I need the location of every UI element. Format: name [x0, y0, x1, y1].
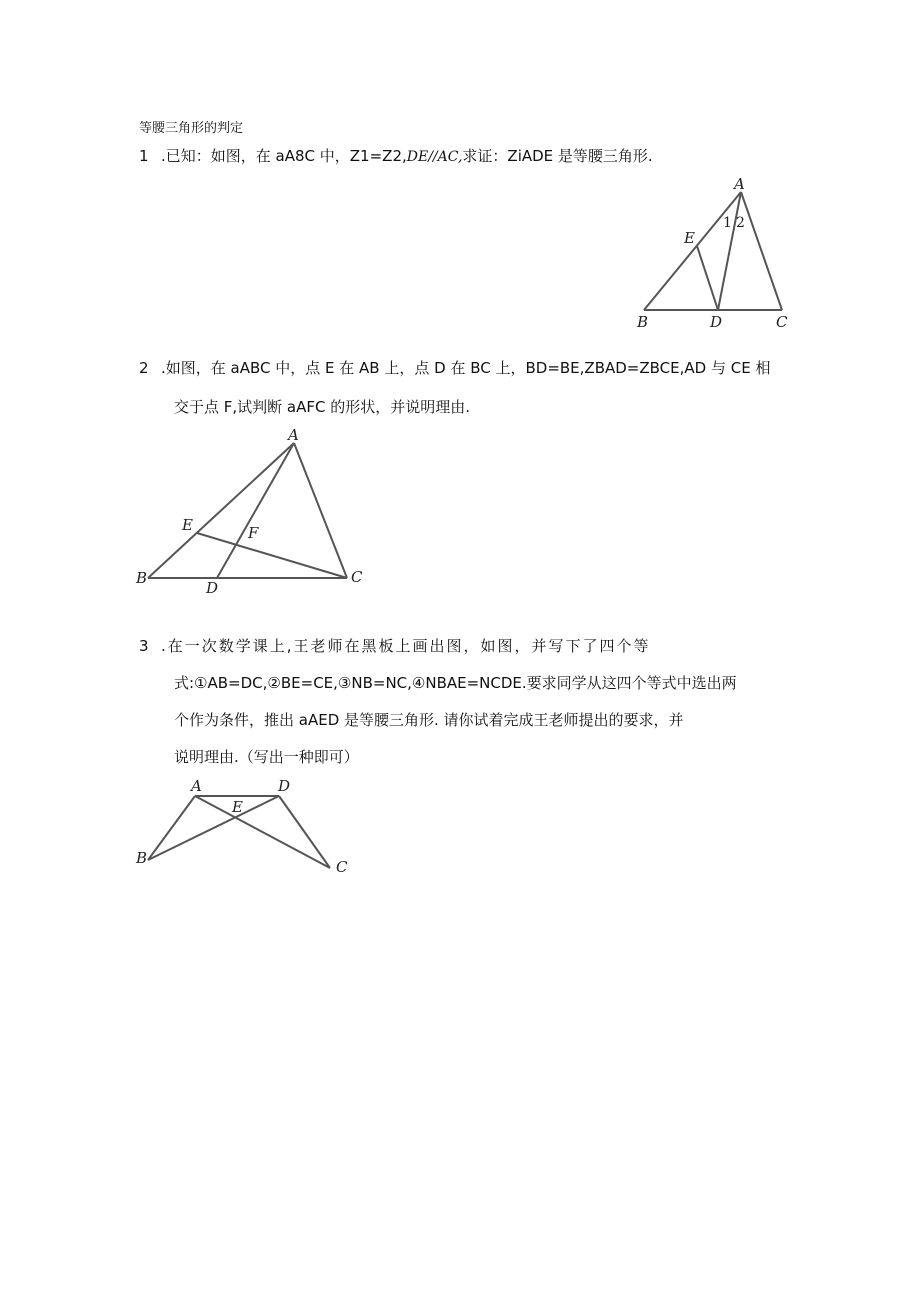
figure-1	[636, 175, 788, 331]
document-title: 等腰三角形的判定	[139, 121, 244, 136]
question-1-text-c: 求证：ZiADE 是等腰三角形.	[462, 147, 653, 165]
question-3-line-3: 个作为条件，推出 aAED 是等腰三角形. 请你试着完成王老师提出的要求，并	[174, 711, 684, 729]
fig2-label-b: B	[136, 569, 148, 587]
fig2-segment-ab	[148, 443, 294, 578]
fig2-label-e: E	[182, 516, 193, 534]
question-2-text-1: .如图，在 aABC 中，点 E 在 AB 上，点 D 在 BC 上，BD=BE,ZBAD=ZBCE,AD 与 CE 相	[161, 359, 771, 377]
fig2-label-a: A	[288, 426, 299, 444]
fig1-label-a: A	[734, 175, 745, 193]
question-2-line-2: 交于点 F,试判断 aAFC 的形状，并说明理由.	[174, 398, 471, 416]
fig1-label-angle1: 1	[723, 215, 732, 231]
question-3-line-2: 式:①AB=DC,②BE=CE,③NB=NC,④NBAE=NCDE.要求同学从这四个等式中选出两	[174, 674, 737, 692]
fig1-segment-ad	[718, 192, 741, 310]
fig1-label-d: D	[710, 313, 723, 331]
fig1-segment-ab	[644, 192, 741, 310]
fig1-segment-ac	[741, 192, 782, 310]
fig3-segment-ac	[195, 796, 330, 868]
fig1-label-b: B	[637, 313, 649, 331]
fig2-label-f: F	[248, 524, 259, 542]
fig1-segment-de	[697, 246, 718, 310]
question-2-line-1	[139, 358, 770, 378]
question-3-number: 3	[139, 637, 151, 655]
fig1-label-e: E	[684, 229, 695, 247]
fig1-label-c: C	[776, 313, 788, 331]
fig1-label-angle2: 2	[736, 215, 745, 231]
fig3-segment-ab	[148, 796, 195, 860]
fig2-label-c: C	[351, 568, 363, 586]
figure-3	[135, 777, 348, 876]
question-1-number: 1	[139, 147, 149, 165]
fig3-label-a: A	[191, 777, 202, 795]
fig2-segment-ac	[294, 443, 347, 578]
question-1-text-b: DE//AC,	[406, 149, 463, 165]
question-1-text-a: .已知：如图，在 aA8C 中，Z1=Z2,	[161, 147, 407, 165]
fig2-label-d: D	[206, 579, 219, 597]
figure-2	[135, 426, 363, 597]
question-3-line-4: 说明理由.（写出一种即可）	[174, 748, 359, 766]
fig3-label-b: B	[136, 849, 148, 867]
fig3-segment-dc	[279, 796, 330, 868]
question-2-number: 2	[139, 359, 149, 377]
question-3-text-1: .在一次数学课上,王老师在黑板上画出图，如图，并写下了四个等	[161, 637, 651, 655]
fig3-label-c: C	[336, 858, 348, 876]
question-3-line-1	[139, 636, 651, 656]
fig3-label-d: D	[278, 777, 291, 795]
fig2-segment-ec	[197, 533, 347, 578]
fig3-label-e: E	[232, 798, 243, 816]
